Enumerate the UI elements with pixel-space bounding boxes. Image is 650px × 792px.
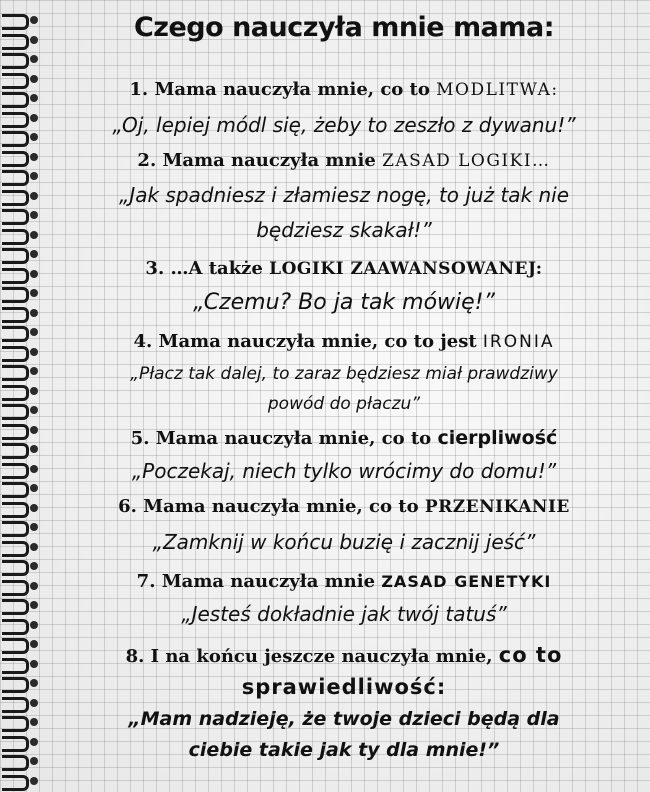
spiral-ring — [2, 482, 29, 498]
binding-hole — [30, 75, 38, 83]
item-7-quote: „Jesteś dokładnie jak twój tatuś” — [181, 602, 507, 626]
item-3-quote: „Czemu? Bo ja tak mówię!” — [193, 290, 495, 315]
spiral-ring — [2, 307, 29, 323]
item-7-heading — [48, 571, 640, 592]
binding-hole — [30, 211, 38, 219]
item-5-heading — [48, 427, 640, 449]
item-6-intro: 6. Mama nauczyła mnie, co to — [118, 496, 425, 517]
item-2-keyword: ZASAD LOGIKI… — [382, 151, 551, 171]
binding-hole — [30, 660, 38, 668]
binding-hole — [30, 231, 38, 239]
spiral-ring — [2, 658, 29, 674]
binding-hole — [30, 621, 38, 629]
binding-hole — [30, 718, 38, 726]
binding-hole — [30, 757, 38, 765]
binding-hole — [30, 777, 38, 785]
item-4-quote-line-1: „Płacz tak dalej, to zaraz będziesz miał prawdziwy — [130, 364, 558, 384]
spiral-ring — [2, 268, 29, 284]
spiral-ring — [2, 131, 29, 147]
binding-hole — [30, 348, 38, 356]
binding-hole — [30, 523, 38, 531]
spiral-ring — [2, 73, 29, 89]
item-1-heading — [48, 79, 640, 100]
binding-hole — [30, 406, 38, 414]
spiral-ring — [2, 151, 29, 167]
binding-hole — [30, 738, 38, 746]
item-8-intro: 8. I na końcu jeszcze nauczyła mnie, — [125, 646, 499, 667]
item-8-keyword: co to — [498, 643, 563, 667]
spiral-ring — [2, 248, 29, 264]
item-5-quote: „Poczekaj, niech tylko wrócimy do domu!” — [131, 459, 557, 483]
item-7-intro: 7. Mama nauczyła mnie — [136, 571, 382, 592]
item-2-quote-line-2: będziesz skakał!” — [256, 218, 432, 242]
spiral-ring — [2, 619, 29, 635]
spiral-ring — [2, 404, 29, 420]
item-2-intro: 2. Mama nauczyła mnie — [137, 150, 383, 171]
item-3-intro: 3. …A także — [145, 258, 270, 279]
spiral-ring — [2, 736, 29, 752]
binding-hole — [30, 309, 38, 317]
spiral-ring — [2, 34, 29, 50]
item-2-quote-line-1: „Jak spadniesz i złamiesz nogę, to już tak nie — [118, 183, 570, 207]
spiral-ring — [2, 502, 29, 518]
spiral-ring — [2, 287, 29, 303]
binding-hole — [30, 562, 38, 570]
binding-hole — [30, 601, 38, 609]
binding-hole — [30, 270, 38, 278]
spiral-ring — [2, 541, 29, 557]
binding-hole — [30, 36, 38, 44]
binding-hole — [30, 55, 38, 63]
binding-hole — [30, 504, 38, 512]
item-4-heading — [48, 331, 640, 352]
item-8-keyword-line-2: sprawiedliwość: — [241, 675, 447, 699]
binding-hole — [30, 426, 38, 434]
binding-hole — [30, 153, 38, 161]
binding-hole — [30, 289, 38, 297]
item-4-keyword: IRONIA — [482, 332, 555, 352]
spiral-ring — [2, 92, 29, 108]
spiral-ring — [2, 385, 29, 401]
spiral-ring — [2, 170, 29, 186]
binding-hole — [30, 445, 38, 453]
spiral-ring — [2, 521, 29, 537]
item-5-intro: 5. Mama nauczyła mnie, co to — [130, 428, 438, 449]
item-3-keyword: LOGIKI ZAAWANSOWANEJ: — [269, 259, 543, 279]
spiral-ring — [2, 53, 29, 69]
binding-hole — [30, 582, 38, 590]
spiral-ring — [2, 229, 29, 245]
binding-hole — [30, 328, 38, 336]
spiral-ring — [2, 209, 29, 225]
binding-hole — [30, 16, 38, 24]
spiral-binding — [0, 0, 44, 792]
binding-hole — [30, 387, 38, 395]
item-4-quote-line-2: powód do płaczu” — [267, 394, 421, 414]
item-8-quote-line-2: ciebie takie jak ty dla mnie!” — [188, 739, 500, 761]
poster-title: Czego nauczyła mnie mama: — [133, 12, 555, 43]
spiral-ring — [2, 716, 29, 732]
binding-hole — [30, 543, 38, 551]
spiral-ring — [2, 443, 29, 459]
item-7-keyword: ZASAD GENETYKI — [381, 572, 552, 591]
item-1-quote: „Oj, lepiej módl się, żeby to zeszło z dywanu!” — [112, 113, 576, 137]
binding-hole — [30, 699, 38, 707]
item-1-intro: 1. Mama nauczyła mnie, co to — [129, 79, 437, 100]
item-5-keyword: cierpliwość — [437, 427, 558, 449]
spiral-ring — [2, 463, 29, 479]
spiral-ring — [2, 697, 29, 713]
spiral-ring — [2, 346, 29, 362]
item-2-heading — [48, 150, 640, 171]
binding-hole — [30, 484, 38, 492]
item-1-keyword: MODLITWA: — [436, 80, 559, 100]
binding-hole — [30, 94, 38, 102]
binding-hole — [30, 133, 38, 141]
item-6-quote: „Zamknij w końcu buzię i zacznij jeść” — [152, 530, 536, 554]
item-6-heading — [48, 496, 640, 517]
spiral-ring — [2, 775, 29, 791]
spiral-ring — [2, 560, 29, 576]
spiral-ring — [2, 365, 29, 381]
binding-hole — [30, 465, 38, 473]
item-6-keyword: PRZENIKANIE — [424, 497, 570, 517]
spiral-ring — [2, 638, 29, 654]
item-8-quote-line-1: „Mam nadzieję, że twoje dzieci będą dla — [128, 708, 560, 730]
binding-hole — [30, 679, 38, 687]
spiral-ring — [2, 326, 29, 342]
spiral-ring — [2, 424, 29, 440]
binding-hole — [30, 640, 38, 648]
item-4-intro: 4. Mama nauczyła mnie, co to jest — [133, 331, 483, 352]
spiral-ring — [2, 14, 29, 30]
item-3-heading — [48, 258, 640, 279]
spiral-ring — [2, 599, 29, 615]
spiral-ring — [2, 755, 29, 771]
spiral-ring — [2, 580, 29, 596]
spiral-ring — [2, 190, 29, 206]
binding-hole — [30, 172, 38, 180]
binding-hole — [30, 114, 38, 122]
binding-hole — [30, 250, 38, 258]
binding-hole — [30, 367, 38, 375]
item-8-heading — [48, 643, 640, 667]
spiral-ring — [2, 112, 29, 128]
poster-content — [48, 0, 640, 792]
binding-hole — [30, 192, 38, 200]
spiral-ring — [2, 677, 29, 693]
